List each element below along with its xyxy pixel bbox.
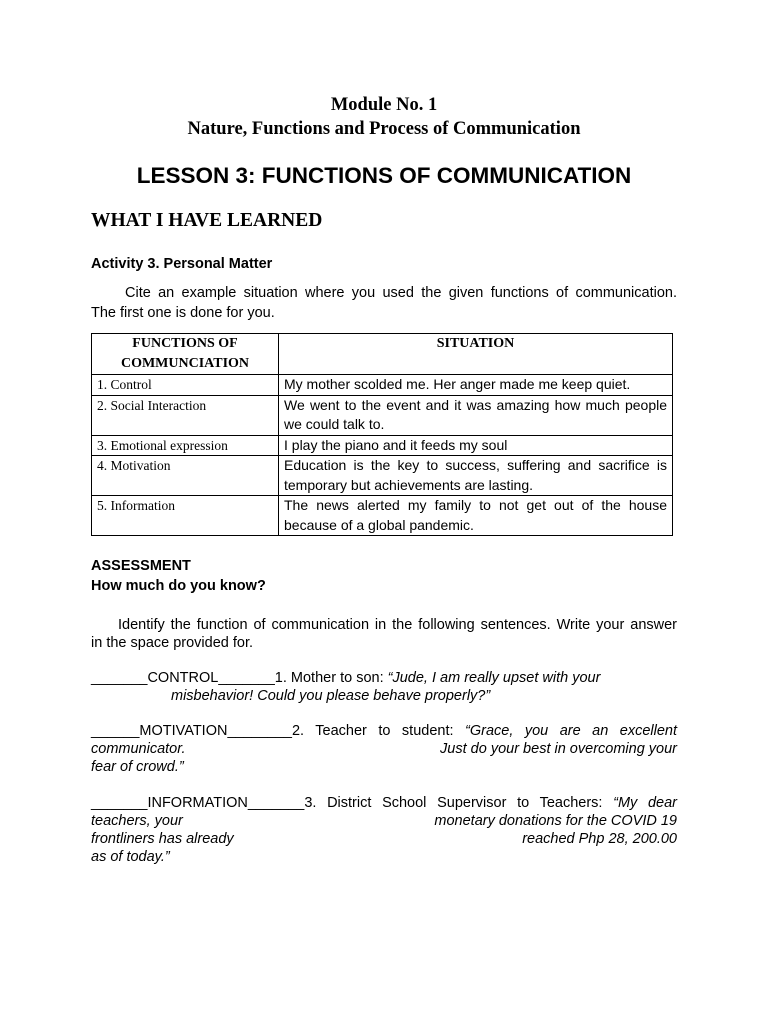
module-number: Module No. 1: [330, 95, 438, 115]
table-row: [92, 375, 673, 396]
table-header-row: [92, 334, 673, 375]
question-2-line2: [91, 740, 677, 758]
question-1-quote: “Jude, I am really upset with your: [387, 670, 601, 686]
situation-cell: The news alerted my family to not get out of the house because of a global pandemic.: [279, 496, 673, 536]
header-functions-line1: FUNCTIONS OF: [132, 336, 238, 351]
question-2-line3: [91, 758, 677, 776]
question-1-answer: _______CONTROL_______1. Mother to son:: [91, 670, 388, 686]
question-2-quote-end: fear of crowd.”: [91, 759, 184, 775]
question-2-quote-right: Just do your best in overcoming your: [440, 741, 677, 757]
question-3-line2: [91, 812, 677, 830]
assessment-instruction-line2: in the space provided for.: [91, 635, 254, 651]
function-cell: 3. Emotional expression: [92, 435, 279, 456]
question-3-quote-left2: frontliners has already: [91, 831, 234, 847]
header-functions: [92, 334, 279, 375]
question-2-line1: [91, 722, 677, 740]
header-situation: SITUATION: [279, 334, 673, 375]
question-3-line1: [91, 794, 677, 812]
section-title: WHAT I HAVE LEARNED: [91, 210, 323, 231]
function-cell: 4. Motivation: [92, 456, 279, 496]
table-row: [92, 395, 673, 435]
assessment-subtitle: How much do you know?: [91, 578, 266, 594]
question-3-quote-right: monetary donations for the COVID 19: [434, 813, 677, 829]
functions-table: [91, 333, 673, 536]
question-1-line2: [91, 687, 677, 705]
function-cell: 1. Control: [92, 375, 279, 396]
table-row: [92, 456, 673, 496]
function-cell: 2. Social Interaction: [92, 395, 279, 435]
question-3-line4: [91, 848, 677, 866]
lesson-title: LESSON 3: FUNCTIONS OF COMMUNICATION: [136, 163, 632, 188]
activity-instruction-line1: Cite an example situation where you used the given functions of communication.: [125, 285, 677, 301]
header-functions-line2: COMMUNCIATION: [120, 356, 250, 371]
question-3-quote-end: as of today.”: [91, 849, 170, 865]
function-cell: 5. Information: [92, 496, 279, 536]
module-subtitle: Nature, Functions and Process of Communication: [187, 119, 581, 139]
activity-title: Activity 3. Personal Matter: [91, 256, 273, 272]
situation-cell: My mother scolded me. Her anger made me keep quiet.: [279, 375, 673, 396]
activity-instruction: [91, 284, 677, 323]
question-3-line3: [91, 830, 677, 848]
question-1-line1: [91, 669, 677, 687]
question-2: [91, 722, 677, 776]
activity-instruction-line2: The first one is done for you.: [91, 304, 275, 321]
assessment-instruction-line1: Identify the function of communication in the following sentences. Write your answer: [118, 617, 677, 633]
situation-cell: We went to the event and it was amazing how much people we could talk to.: [279, 395, 673, 435]
question-3-quote-right2: reached Php 28, 200.00: [522, 831, 677, 847]
question-2-answer: ______MOTIVATION________2. Teacher to student:: [91, 723, 466, 739]
question-3: [91, 794, 677, 866]
question-2-quote-left: communicator.: [91, 741, 186, 757]
question-1-quote-cont: misbehavior! Could you please behave properly?”: [171, 688, 491, 704]
assessment-title: ASSESSMENT: [91, 558, 191, 574]
situation-cell: Education is the key to success, suffering and sacrifice is temporary but achievements are lasting.: [279, 456, 673, 496]
question-3-answer: _______INFORMATION_______3. District School Supervisor to Teachers:: [91, 795, 614, 811]
question-1: [91, 669, 677, 705]
question-3-quote: “My dear: [613, 795, 677, 811]
assessment-instruction: [91, 616, 677, 652]
table-row: [92, 496, 673, 536]
situation-cell: I play the piano and it feeds my soul: [279, 435, 673, 456]
table-row: [92, 435, 673, 456]
question-2-quote: “Grace, you are an excellent: [465, 723, 677, 739]
question-3-quote-left: teachers, your: [91, 813, 183, 829]
